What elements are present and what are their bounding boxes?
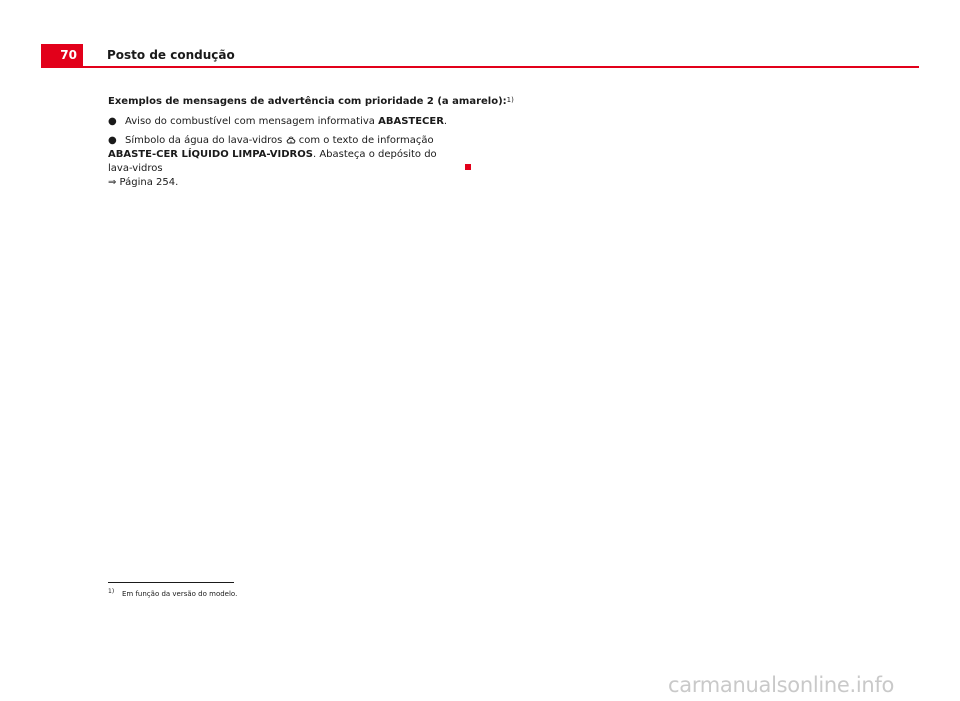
footnote-rule bbox=[108, 582, 234, 583]
chapter-title: Posto de condução bbox=[107, 48, 235, 62]
item-text: Símbolo da água do lava-vidros bbox=[125, 135, 286, 146]
windshield-washer-icon bbox=[286, 135, 296, 144]
footnote-reference[interactable]: 1) bbox=[506, 96, 514, 104]
header-rule bbox=[41, 66, 919, 68]
bullet-icon: ● bbox=[108, 135, 117, 146]
section-end-marker bbox=[465, 164, 471, 170]
page-reference-link[interactable]: ⇒ Página 254. bbox=[108, 177, 179, 188]
section-heading-text: Exemplos de mensagens de advertência com prioridade 2 (a amarelo): bbox=[108, 96, 507, 107]
item-text-end: . bbox=[443, 116, 448, 127]
warning-messages-section bbox=[108, 95, 514, 195]
footnote-mark: 1) bbox=[108, 588, 115, 595]
page-header bbox=[41, 44, 919, 68]
footnote-text: Em função da versão do modelo. bbox=[122, 590, 238, 598]
page-number: 70 bbox=[41, 44, 83, 66]
item-message-text: ABASTE-CER LÍQUIDO LIMPA-VIDROS bbox=[108, 149, 313, 160]
section-heading bbox=[108, 95, 514, 109]
item-text-middle: com o texto de informação bbox=[295, 135, 434, 146]
bullet-icon: ● bbox=[108, 116, 117, 127]
item-text-end: . Abasteça o depósito do lava-vidros bbox=[108, 149, 437, 174]
item-message-text: ABASTECER bbox=[378, 116, 444, 127]
watermark: carmanualsonline.info bbox=[668, 673, 895, 697]
list-item-fuel-warning bbox=[108, 115, 453, 129]
list-item-washer-warning bbox=[108, 134, 453, 190]
item-text: Aviso do combustível com mensagem informativa bbox=[125, 116, 379, 127]
